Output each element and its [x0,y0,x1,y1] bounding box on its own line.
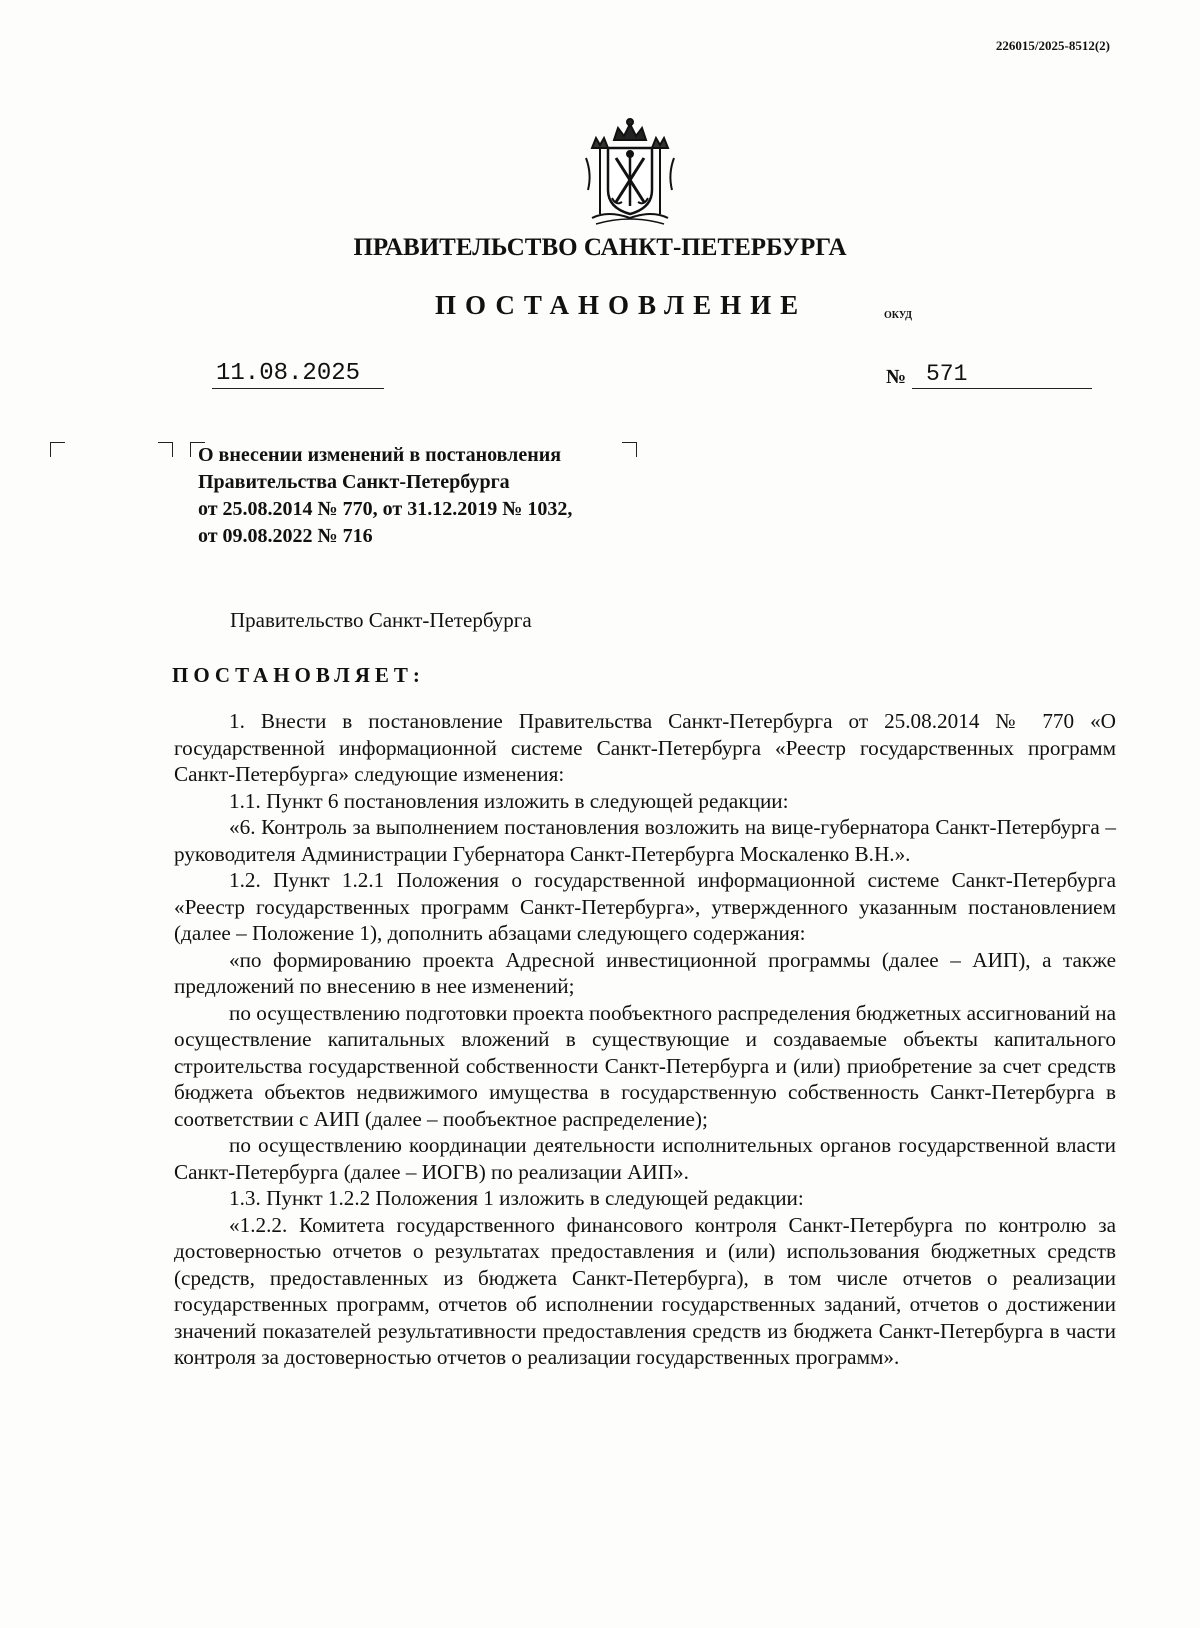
registration-number: 226015/2025-8512(2) [995,38,1110,53]
resolves-heading: ПОСТАНОВЛЯЕТ: [172,663,425,687]
paragraph: 1.1. Пункт 6 постановления изложить в следующей редакции: [229,788,789,813]
document-number: 571 [912,360,1092,389]
document-subject [198,442,572,550]
paragraph: «1.2.2. Комитета государственного финансового контроля Санкт-Петербурга по контролю за достоверностью отчетов о результатах предоставления и (или) использования бюджетных средств (средств, предоставленных из бюджета Санкт-Петербурга), в том числе отчетов о реализации государственных программ, отчетов об исполнении государственных заданий, отчетов о достижении значений показателей результативности предоставления средств из бюджета Санкт-Петербурга в части контроля за достоверностью отчетов о реализации государственных программ». [174,1212,1116,1369]
subject-line: от 09.08.2022 № 716 [198,525,373,547]
paragraph: по осуществлению подготовки проекта пообъектного распределения бюджетных ассигнований на осуществление капитальных вложений в существующие и создаваемые объекты капитального строительства государственной собственности Санкт-Петербурга и (или) приобретение за счет средств бюджета объектов недвижимого имущества в государственную собственность Санкт-Петербурга в соответствии с АИП (далее – пообъектное распределение); [174,1000,1116,1131]
paragraph: по осуществлению координации деятельности исполнительных органов государственной власти Санкт-Петербурга (далее – ИОГВ) по реализации АИП». [174,1133,1116,1184]
paragraph: 1.2. Пункт 1.2.1 Положения о государственной информационной системе Санкт-Петербурга «Реестр государственных программ Санкт-Петербурга», утвержденного указанным постановлением (далее – Положение 1), дополнить абзацами следующего содержания: [174,868,1116,945]
paragraph: 1.3. Пункт 1.2.2 Положения 1 изложить в следующей редакции: [229,1186,804,1210]
corner-mark [622,442,637,457]
document-type: ПОСТАНОВЛЕНИЕ [435,290,808,320]
document-body [174,708,1116,1371]
corner-mark [50,442,65,457]
document-date: 11.08.2025 [212,360,384,389]
corner-mark [158,442,173,457]
coat-of-arms-icon [578,118,682,226]
okud-label: ОКУД [884,310,913,321]
subject-line: О внесении изменений в постановления [198,444,562,466]
paragraph: 1. Внести в постановление Правительства Санкт-Петербурга от 25.08.2014 № 770 «О государственной информационной системе Санкт-Петербурга «Реестр государственных программ Санкт-Петербурга» следующие изменения: [174,709,1116,786]
subject-line: Правительства Санкт-Петербурга [198,471,510,493]
number-label: № [886,366,907,388]
paragraph: «по формированию проекта Адресной инвестиционной программы (далее – АИП), а также предложений по внесению в нее изменений; [174,947,1116,998]
government-title: ПРАВИТЕЛЬСТВО САНКТ-ПЕТЕРБУРГА [353,234,847,261]
preamble: Правительство Санкт-Петербурга [230,608,532,632]
paragraph: «6. Контроль за выполнением постановления возложить на вице-губернатора Санкт-Петербурга – руководителя Администрации Губернатора Санкт-Петербурга Москаленко В.Н.». [174,815,1116,866]
subject-line: от 25.08.2014 № 770, от 31.12.2019 № 1032, [198,498,573,520]
